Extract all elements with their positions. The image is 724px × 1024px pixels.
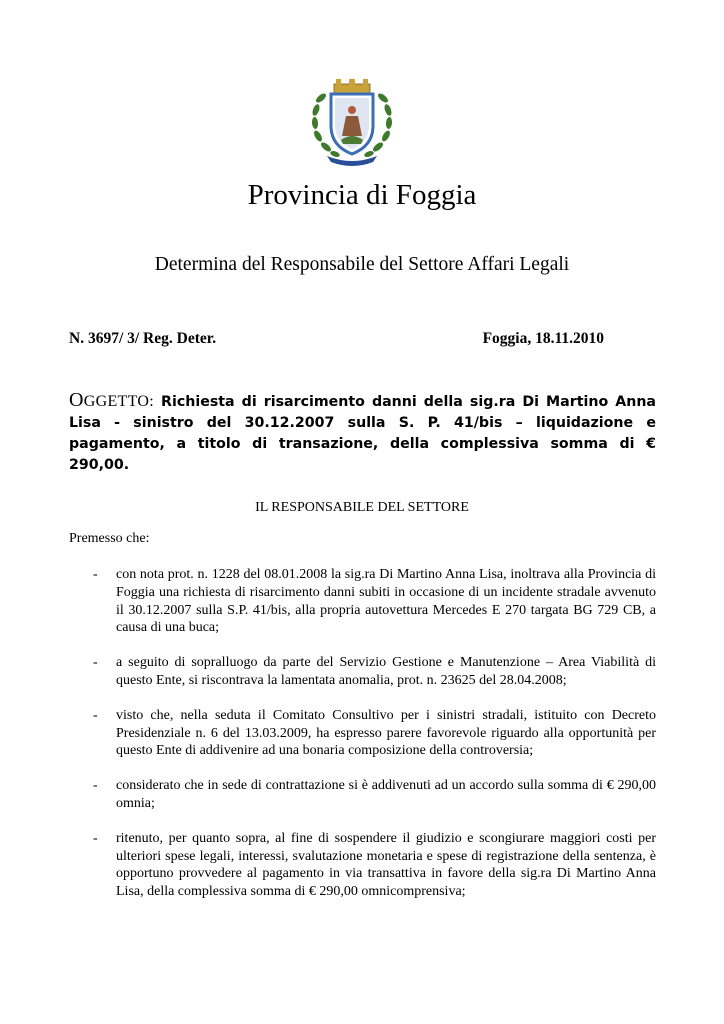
premises-list	[69, 566, 656, 918]
subject-text: Richiesta di risarcimento danni della sig.ra Di Martino Anna Lisa - sinistro del 30.12.2007 sulla S. P. 41/bis – liquidazione e pagamento, a titolo di transazione, della complessiva somma di € 290,00.	[69, 394, 656, 473]
determination-number: N. 3697/ 3/ Reg. Deter.	[69, 330, 217, 347]
list-item-text: visto che, nella seduta il Comitato Consultivo per i sinistri stradali, istituito con Decreto Presidenziale n. 6 del 13.03.2009, ha espresso parere favorevole riguardo alla opportunità per questo Ente di addivenire ad una bonaria composizione della controversia;	[116, 707, 656, 759]
list-bullet: -	[93, 567, 98, 582]
intro-text: Premesso che:	[69, 531, 150, 546]
list-bullet: -	[93, 655, 98, 671]
subject-block	[69, 390, 656, 476]
list-item-text: ritenuto, per quanto sopra, al fine di sospendere il giudizio e scongiurare maggiori costi per ulteriori spese legali, interessi, svalutazione monetaria e spese di registrazione della sentenza, è opportuno provvedere al pagamento in via transattiva in favore della sig.ra Di Martino Anna Lisa, della complessiva somma di € 290,00 omnicomprensiva;	[116, 830, 656, 900]
list-item	[69, 830, 656, 901]
list-item	[69, 777, 656, 813]
coat-of-arms-emblem	[307, 70, 397, 168]
subject-label-initial: O	[69, 389, 84, 411]
list-item	[69, 654, 656, 690]
page-title: Provincia di Foggia	[247, 179, 477, 211]
section-heading: IL RESPONSABILE DEL SETTORE	[255, 500, 469, 515]
list-bullet: -	[93, 830, 98, 846]
list-bullet: -	[93, 707, 98, 723]
list-item-text: a seguito di sopralluogo da parte del Servizio Gestione e Manutenzione – Area Viabilità di questo Ente, si riscontrava la lamentata anomalia, prot. n. 23625 del 28.04.2008;	[116, 655, 656, 688]
list-item	[69, 566, 656, 637]
subject-label-rest: GGETTO	[83, 393, 150, 410]
subject-label	[69, 389, 154, 411]
page-subtitle: Determina del Responsabile del Settore Affari Legali	[154, 254, 570, 275]
list-item-text: considerato che in sede di contrattazione si è addivenuti ad un accordo sulla somma di € 290,00 omnia;	[116, 778, 656, 811]
list-item-text: con nota prot. n. 1228 del 08.01.2008 la sig.ra Di Martino Anna Lisa, inoltrava alla Provincia di Foggia una richiesta di risarcimento danni subiti in occasione di un incidente stradale avvenuto il 30.12.2007 sulla S.P. 41/bis, alla propria autovettura Mercedes E 270 targata BG 729 CB, a causa di una buca;	[116, 567, 656, 636]
place-and-date: Foggia, 18.11.2010	[482, 330, 604, 347]
list-bullet: -	[93, 778, 98, 794]
reference-line	[69, 328, 604, 350]
subject-label-colon: :	[149, 393, 154, 410]
list-item	[69, 707, 656, 760]
